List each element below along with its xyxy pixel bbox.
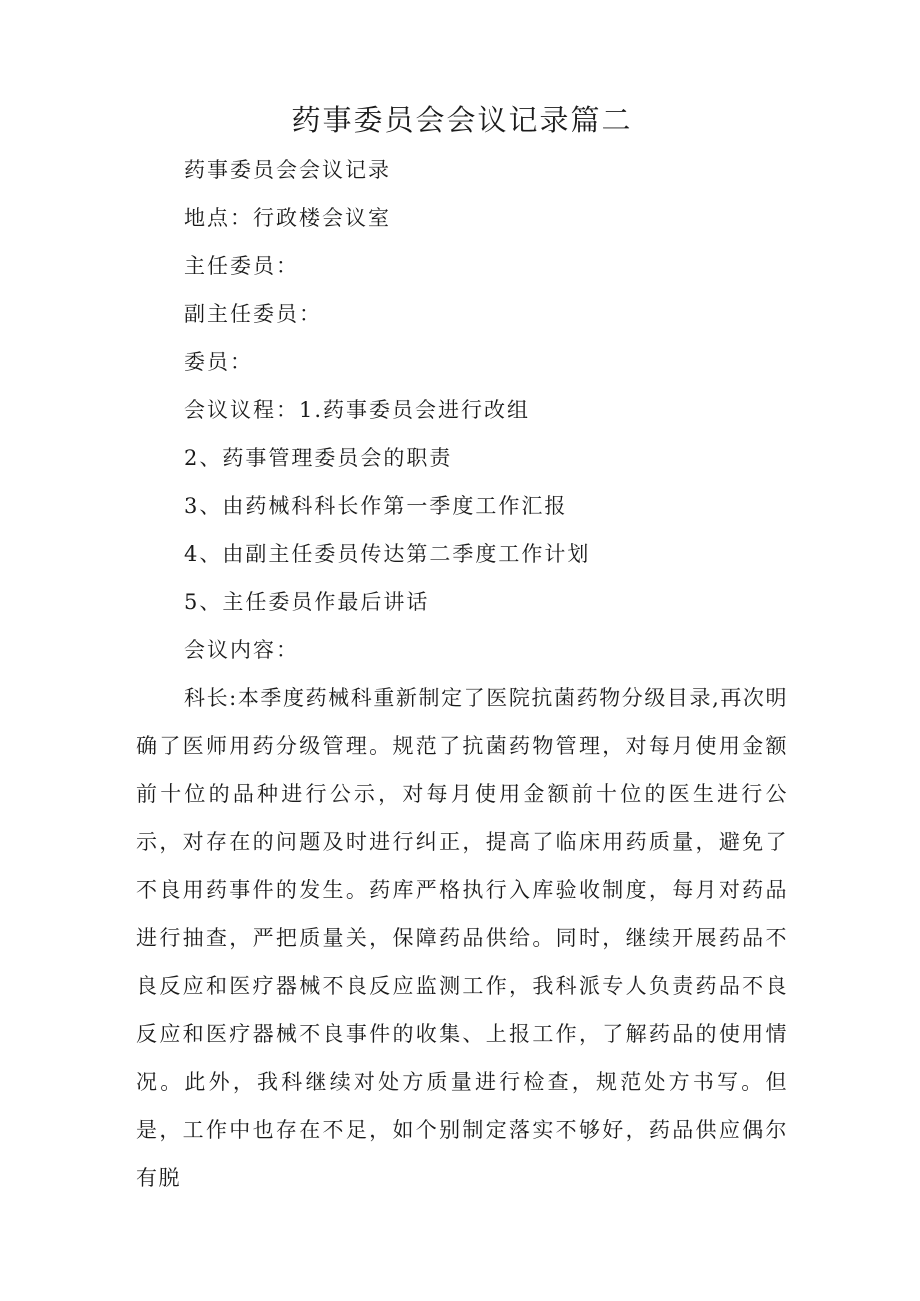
agenda-item-1: 会议议程：1.药事委员会进行改组 bbox=[184, 398, 531, 422]
record-heading: 药事委员会会议记录 bbox=[184, 158, 391, 182]
agenda-item-2: 2、药事管理委员会的职责 bbox=[184, 446, 453, 470]
agenda-item-4: 4、由副主任委员传达第二季度工作计划 bbox=[184, 542, 591, 566]
agenda-item-5: 5、主任委员作最后讲话 bbox=[184, 590, 430, 614]
vice-chair-member: 副主任委员： bbox=[184, 302, 322, 326]
meeting-location: 地点：行政楼会议室 bbox=[184, 206, 391, 230]
meeting-content-label: 会议内容： bbox=[184, 638, 299, 662]
agenda-item-3: 3、由药械科科长作第一季度工作汇报 bbox=[184, 494, 568, 518]
committee-members: 委员： bbox=[184, 350, 253, 374]
document-title: 药事委员会会议记录篇二 bbox=[291, 103, 633, 137]
chair-member: 主任委员： bbox=[184, 254, 299, 278]
meeting-content-paragraph: 科长:本季度药械科重新制定了医院抗菌药物分级目录,再次明确了医师用药分级管理。规范了抗菌药物管理，对每月使用金额前十位的品种进行公示，对每月使用金额前十位的医生进行公示，对存在的问题及时进行纠正，提高了临床用药质量，避免了不良用药事件的发生。药库严格执行入库验收制度，每月对药品进行抽查，严把质量关，保障药品供给。同时，继续开展药品不良反应和医疗器械不良反应监测工作，我科派专人负责药品不良反应和医疗器械不良事件的收集、上报工作，了解药品的使用情况。此外，我科继续对处方质量进行检查，规范处方书写。但是，工作中也存在不足，如个别制定落实不够好，药品供应偶尔有脱 bbox=[136, 686, 788, 1190]
